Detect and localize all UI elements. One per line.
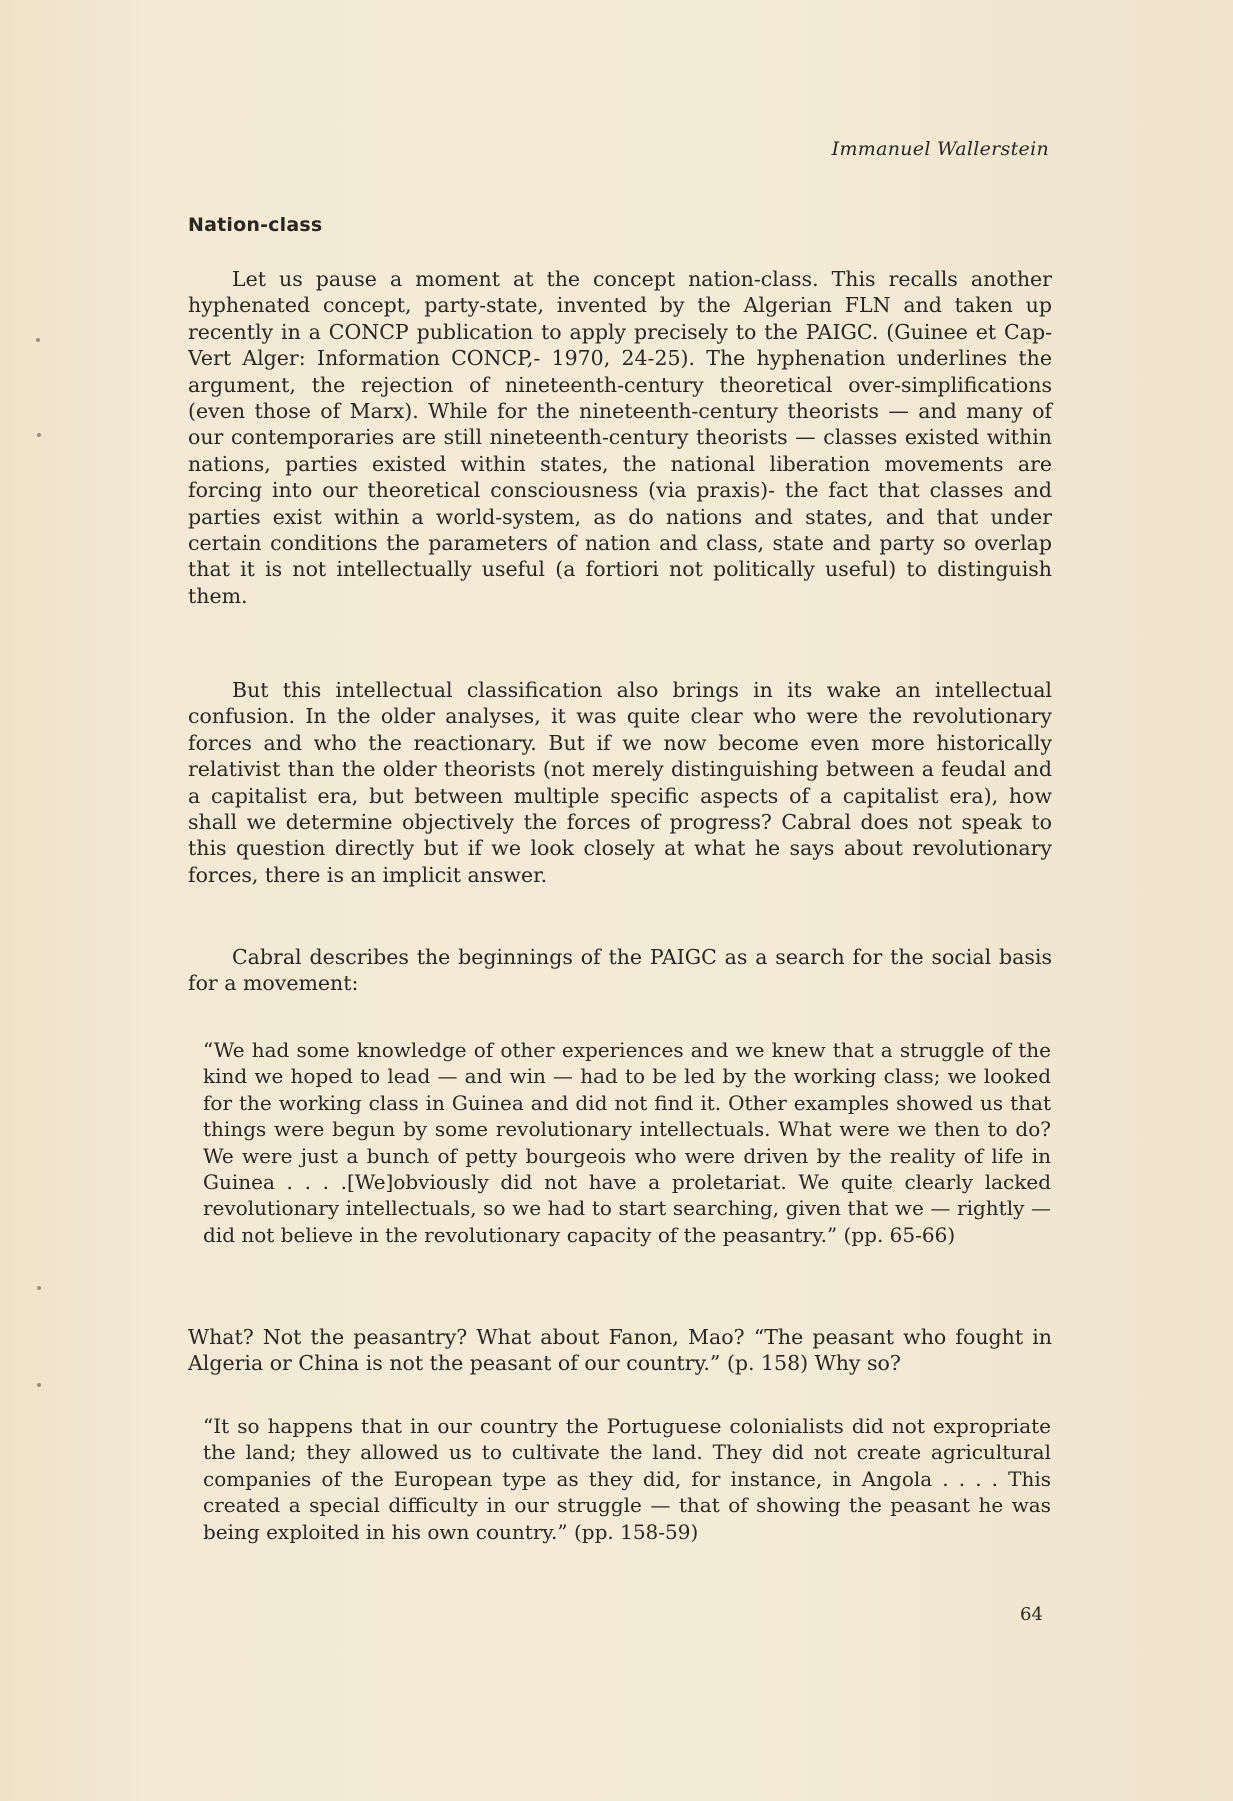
block-quote-working-class (203, 1037, 1051, 1248)
quote-text: “It so happens that in our country the Portuguese colonialists did not expropriate the land; they allowed us to cultivate the land. They did not create agricultural companies of the European type as they did, for instance, in Angola . . . . This created a special difficulty in our struggle — that of showing the peasant he was being exploited in his own country.” (pp. 158-59) (203, 1414, 1051, 1544)
paragraph-intellectual-confusion (188, 677, 1052, 888)
section-title: Nation-class (188, 214, 323, 236)
paragraph-peasantry-question (188, 1324, 1052, 1377)
quote-text: “We had some knowledge of other experiences and we knew that a struggle of the kind we hoped to lead — and win — had to be led by the working class; we looked for the working class in Guinea and did not find it. Other examples showed us that things were begun by some revolutionary intellectuals. What were we then to do? We were just a bunch of petty bourgeois who were driven by the reality of life in Guinea . . . .[We]obviously did not have a proletariat. We quite clearly lacked revolutionary intellectuals, so we had to start searching, given that we — rightly — did not believe in the revolutionary capacity of the peasantry.” (pp. 65-66) (203, 1038, 1051, 1247)
paper-speck (37, 1383, 41, 1387)
paragraph-text: Cabral describes the beginnings of the PAIGC as a search for the social basis for a movement: (188, 945, 1052, 996)
running-header-author: Immanuel Wallerstein (831, 138, 1049, 160)
paragraph-nation-class (188, 266, 1052, 609)
paragraph-text: Let us pause a moment at the concept nation-class. This recalls another hyphenated concept, party-state, invented by the Algerian FLN and taken up recently in a CONCP publication to apply precisely to the PAIGC. (Guinee et Cap-Vert Alger: Information CONCP,- 1970, 24-25). The hyphenation underlines the argument, the rejection of nineteenth-century theoretical over-simplifications (even those of Marx). While for the nineteenth-century theorists — and many of our contemporaries are still nineteenth-century theorists — classes existed within nations, parties existed within states, the national liberation movements are forcing into our theoretical consciousness (via praxis)- the fact that classes and parties exist within a world-system, as do nations and states, and that under certain conditions the parameters of nation and class, state and party so overlap that it is not intellectually useful (a fortiori not politically useful) to distinguish them. (188, 267, 1052, 608)
paper-speck (36, 338, 40, 342)
paragraph-cabral-search (188, 944, 1052, 997)
page-number: 64 (1020, 1604, 1043, 1625)
paper-speck (37, 1286, 41, 1290)
block-quote-portuguese-colonialists (203, 1413, 1051, 1545)
paper-speck (37, 433, 41, 437)
paragraph-text: What? Not the peasantry? What about Fanon, Mao? “The peasant who fought in Algeria or China is not the peasant of our country.” (p. 158) Why so? (188, 1325, 1052, 1376)
paragraph-text: But this intellectual classification also brings in its wake an intellectual confusion. In the older analyses, it was quite clear who were the revolutionary forces and who the reactionary. But if we now become even more historically relativist than the older theorists (not merely distinguishing between a feudal and a capitalist era, but between multiple specific aspects of a capitalist era), how shall we determine objectively the forces of progress? Cabral does not speak to this question directly but if we look closely at what he says about revolutionary forces, there is an implicit answer. (188, 678, 1052, 887)
